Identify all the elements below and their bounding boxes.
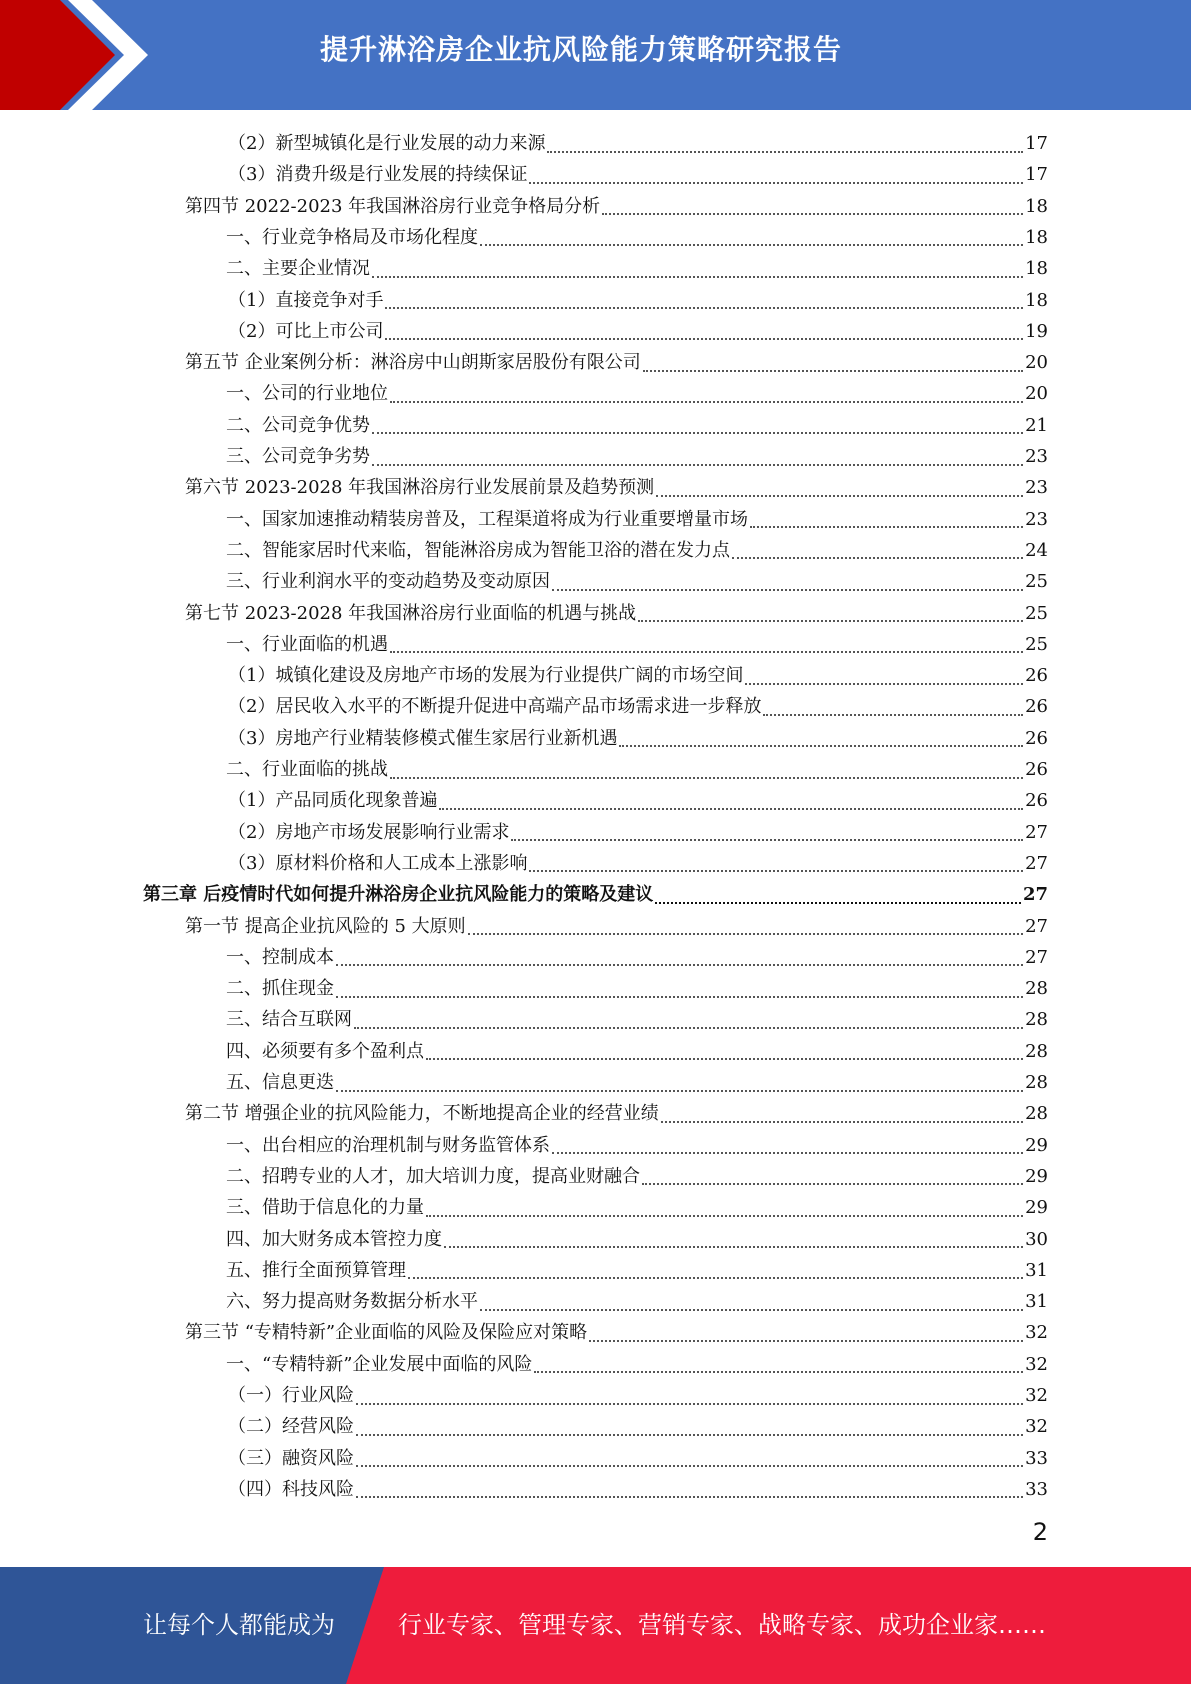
toc-entry-page: 23 (1025, 508, 1048, 530)
toc-entry-title: （1）产品同质化现象普遍 (228, 790, 438, 812)
toc-entry-page: 26 (1025, 759, 1048, 780)
toc-entry-title: 第四节 2022-2023 年我国淋浴房行业竞争格局分析 (185, 195, 601, 217)
toc-entry-title: 四、加大财务成本管控力度 (226, 1228, 442, 1250)
toc-dot-leader (356, 1403, 1023, 1405)
toc-entry[interactable] (185, 1098, 1048, 1129)
toc-entry-title: 三、行业利润水平的变动趋势及变动原因 (226, 571, 550, 593)
footer-slogan-right: 行业专家、管理专家、营销专家、战略专家、成功企业家…… (398, 1611, 1046, 1639)
toc-entry[interactable] (226, 1192, 1048, 1223)
toc-entry-title: 第三节 “专精特新”企业面临的风险及保险应对策略 (185, 1322, 588, 1344)
toc-entry-page: 27 (1025, 946, 1048, 968)
toc-dot-leader (372, 464, 1023, 466)
toc-entry[interactable] (226, 504, 1048, 535)
toc-dot-leader (602, 213, 1023, 215)
toc-entry[interactable] (185, 347, 1048, 378)
toc-entry-page: 23 (1025, 477, 1048, 499)
toc-entry-page: 27 (1025, 852, 1048, 874)
toc-dot-leader (656, 495, 1023, 497)
toc-entry[interactable] (226, 1130, 1048, 1161)
toc-entry-title: （2）居民收入水平的不断提升促进中高端产品市场需求进一步释放 (228, 696, 762, 718)
toc-dot-leader (638, 620, 1023, 622)
toc-dot-leader (529, 182, 1023, 184)
toc-dot-leader (390, 401, 1023, 403)
toc-dot-leader (468, 933, 1023, 935)
toc-chapter-entry[interactable] (143, 879, 1048, 910)
toc-entry-title: 第六节 2023-2028 年我国淋浴房行业发展前景及趋势预测 (185, 477, 655, 499)
toc-dot-leader (426, 1058, 1023, 1060)
toc-dot-leader (354, 1027, 1023, 1029)
toc-entry[interactable] (226, 378, 1048, 409)
toc-entry-page: 18 (1025, 226, 1048, 248)
toc-dot-leader (763, 714, 1023, 716)
toc-entry-page: 26 (1025, 696, 1048, 718)
toc-entry[interactable] (228, 817, 1048, 848)
toc-entry[interactable] (185, 598, 1048, 629)
toc-entry[interactable] (228, 159, 1048, 190)
toc-entry-title: 五、信息更迭 (226, 1072, 334, 1093)
toc-dot-leader (390, 651, 1023, 653)
toc-entry[interactable] (228, 785, 1048, 816)
toc-entry[interactable] (226, 1349, 1048, 1380)
toc-entry-title: （2）新型城镇化是行业发展的动力来源 (228, 133, 546, 154)
toc-entry-title: （四）科技风险 (228, 1478, 354, 1500)
toc-entry[interactable] (226, 1286, 1048, 1317)
toc-entry-page: 18 (1025, 258, 1048, 280)
toc-dot-leader (336, 964, 1023, 966)
toc-entry-title: 二、行业面临的挑战 (226, 759, 388, 780)
toc-entry[interactable] (226, 973, 1048, 1004)
toc-entry-page: 32 (1025, 1416, 1048, 1438)
toc-entry[interactable] (226, 535, 1048, 566)
toc-entry[interactable] (226, 566, 1048, 597)
toc-entry-title: 二、主要企业情况 (226, 258, 370, 280)
toc-entry-title: 六、努力提高财务数据分析水平 (226, 1291, 478, 1313)
toc-entry[interactable] (226, 1004, 1048, 1035)
toc-entry-title: 一、行业竞争格局及市场化程度 (226, 226, 478, 248)
toc-entry-page: 27 (1025, 821, 1048, 843)
toc-entry-title: 第三章 后疫情时代如何提升淋浴房企业抗风险能力的策略及建议 (143, 884, 654, 906)
toc-dot-leader (511, 839, 1023, 841)
toc-entry-page: 18 (1025, 195, 1048, 217)
toc-entry-page: 29 (1025, 1134, 1048, 1156)
toc-entry-title: 第一节 提高企业抗风险的 5 大原则 (185, 915, 466, 937)
toc-entry-title: 二、抓住现金 (226, 978, 334, 1000)
footer-slogan-left: 让每个人都能成为 (143, 1611, 335, 1639)
toc-dot-leader (750, 526, 1023, 528)
toc-entry[interactable] (226, 629, 1048, 660)
toc-entry-page: 28 (1025, 1103, 1048, 1125)
toc-entry-title: 二、公司竞争优势 (226, 414, 370, 436)
toc-dot-leader (589, 1340, 1023, 1342)
toc-entry-page: 26 (1025, 727, 1048, 749)
toc-dot-leader (439, 808, 1023, 810)
toc-entry-page: 26 (1025, 790, 1048, 812)
toc-dot-leader (336, 1090, 1023, 1092)
toc-dot-leader (547, 151, 1023, 153)
toc-entry-title: （3）原材料价格和人工成本上涨影响 (228, 852, 528, 874)
toc-entry-title: 一、控制成本 (226, 946, 334, 968)
toc-entry-page: 23 (1025, 446, 1048, 467)
toc-entry[interactable] (226, 222, 1048, 253)
page-number: 2 (1032, 1518, 1048, 1546)
toc-entry-page: 19 (1025, 320, 1048, 342)
page-footer (0, 1567, 1191, 1684)
toc-entry[interactable] (226, 1161, 1048, 1192)
toc-entry-page: 28 (1025, 1040, 1048, 1062)
toc-entry-title: 三、结合互联网 (226, 1009, 352, 1031)
toc-dot-leader (444, 1246, 1023, 1248)
toc-dot-leader (426, 1215, 1023, 1217)
toc-dot-leader (408, 1277, 1023, 1279)
toc-dot-leader (480, 244, 1023, 246)
toc-dot-leader (661, 1121, 1023, 1123)
toc-entry-page: 20 (1025, 383, 1048, 405)
toc-entry[interactable] (228, 316, 1048, 347)
toc-entry[interactable] (226, 253, 1048, 284)
toc-entry-page: 30 (1025, 1228, 1048, 1250)
toc-entry-title: （一）行业风险 (228, 1385, 354, 1406)
toc-entry-page: 31 (1025, 1259, 1048, 1281)
toc-entry-title: 一、行业面临的机遇 (226, 633, 388, 655)
toc-entry-title: 第二节 增强企业的抗风险能力，不断地提高企业的经营业绩 (185, 1103, 659, 1125)
toc-dot-leader (356, 1434, 1023, 1436)
toc-entry-page: 29 (1025, 1197, 1048, 1219)
toc-entry[interactable] (228, 1411, 1048, 1442)
toc-entry-title: 二、招聘专业的人才，加大培训力度，提高业财融合 (226, 1165, 640, 1187)
toc-entry[interactable] (228, 1474, 1048, 1505)
toc-dot-leader (356, 1496, 1023, 1498)
toc-entry[interactable] (228, 128, 1048, 159)
toc-dot-leader (385, 307, 1023, 309)
toc-entry-page: 20 (1025, 352, 1048, 374)
toc-entry[interactable] (228, 285, 1048, 316)
toc-dot-leader (655, 902, 1021, 904)
toc-entry-title: 一、“专精特新”企业发展中面临的风险 (226, 1353, 533, 1375)
toc-entry[interactable] (228, 848, 1048, 879)
toc-entry[interactable] (228, 691, 1048, 722)
toc-entry-title: （3）房地产行业精装修模式催生家居行业新机遇 (228, 727, 618, 749)
chevron-logo-icon (0, 0, 160, 110)
toc-entry[interactable] (228, 1380, 1048, 1411)
toc-entry-title: 第七节 2023-2028 年我国淋浴房行业面临的机遇与挑战 (185, 602, 637, 624)
toc-entry-page: 33 (1025, 1447, 1048, 1469)
toc-entry-page: 18 (1025, 289, 1048, 311)
toc-dot-leader (732, 557, 1023, 559)
toc-entry-title: （3）消费升级是行业发展的持续保证 (228, 164, 528, 186)
toc-entry-page: 25 (1025, 571, 1048, 593)
toc-entry-page: 28 (1025, 978, 1048, 1000)
toc-entry-page: 28 (1025, 1072, 1048, 1093)
toc-dot-leader (643, 370, 1023, 372)
toc-entry[interactable] (226, 441, 1048, 472)
page-header (0, 0, 1191, 110)
toc-entry[interactable] (226, 942, 1048, 973)
toc-entry[interactable] (228, 723, 1048, 754)
toc-entry[interactable] (228, 660, 1048, 691)
toc-entry-page: 31 (1025, 1291, 1048, 1313)
toc-entry-title: 三、公司竞争劣势 (226, 446, 370, 467)
toc-entry[interactable] (228, 1443, 1048, 1474)
toc-entry-page: 25 (1025, 602, 1048, 624)
toc-entry-page: 32 (1025, 1385, 1048, 1406)
toc-entry-page: 24 (1025, 539, 1048, 561)
report-title: 提升淋浴房企业抗风险能力策略研究报告 (320, 33, 843, 66)
toc-dot-leader (372, 432, 1023, 434)
toc-entry-title: （三）融资风险 (228, 1447, 354, 1469)
toc-entry-page: 33 (1025, 1478, 1048, 1500)
toc-dot-leader (552, 589, 1023, 591)
toc-entry-page: 21 (1025, 414, 1048, 436)
toc-entry-page: 32 (1025, 1353, 1048, 1375)
toc-entry-page: 17 (1025, 133, 1048, 154)
toc-entry-title: （二）经营风险 (228, 1416, 354, 1438)
toc-entry-page: 27 (1025, 915, 1048, 937)
toc-entry[interactable] (226, 1036, 1048, 1067)
toc-entry-title: （2）可比上市公司 (228, 320, 384, 342)
toc-entry-title: 五、推行全面预算管理 (226, 1259, 406, 1281)
toc-entry[interactable] (185, 1317, 1048, 1348)
toc-entry-title: 四、必须要有多个盈利点 (226, 1040, 424, 1062)
toc-entry-title: （1）城镇化建设及房地产市场的发展为行业提供广阔的市场空间 (228, 665, 744, 687)
toc-entry-page: 27 (1022, 884, 1048, 906)
toc-dot-leader (619, 745, 1023, 747)
toc-entry-title: 一、国家加速推动精装房普及，工程渠道将成为行业重要增量市场 (226, 508, 748, 530)
toc-entry[interactable] (226, 754, 1048, 785)
toc-entry-title: 第五节 企业案例分析：淋浴房中山朗斯家居股份有限公司 (185, 352, 641, 374)
toc-entry[interactable] (226, 1224, 1048, 1255)
toc-entry-title: （1）直接竞争对手 (228, 289, 384, 311)
toc-entry-title: 三、借助于信息化的力量 (226, 1197, 424, 1219)
toc-entry[interactable] (185, 472, 1048, 503)
toc-entry-title: 一、公司的行业地位 (226, 383, 388, 405)
toc-entry[interactable] (185, 191, 1048, 222)
toc-entry[interactable] (226, 1067, 1048, 1098)
toc-entry-page: 28 (1025, 1009, 1048, 1031)
toc-dot-leader (356, 1465, 1023, 1467)
toc-entry-page: 17 (1025, 164, 1048, 186)
toc-entry-page: 29 (1025, 1165, 1048, 1187)
toc-dot-leader (552, 1152, 1023, 1154)
toc-entry-title: （2）房地产市场发展影响行业需求 (228, 821, 510, 843)
toc-dot-leader (336, 996, 1023, 998)
toc-entry-title: 一、出台相应的治理机制与财务监管体系 (226, 1134, 550, 1156)
toc-dot-leader (529, 870, 1023, 872)
toc-entry-title: 二、智能家居时代来临，智能淋浴房成为智能卫浴的潜在发力点 (226, 539, 730, 561)
toc-dot-leader (385, 338, 1023, 340)
toc-entry-page: 26 (1025, 665, 1048, 687)
toc-dot-leader (642, 1183, 1023, 1185)
toc-entry[interactable] (226, 410, 1048, 441)
toc-dot-leader (480, 1309, 1023, 1311)
toc-dot-leader (534, 1371, 1023, 1373)
toc-entry[interactable] (185, 911, 1048, 942)
toc-dot-leader (390, 777, 1023, 779)
toc-entry[interactable] (226, 1255, 1048, 1286)
toc-dot-leader (372, 276, 1023, 278)
toc-entry-page: 32 (1025, 1322, 1048, 1344)
toc-dot-leader (745, 683, 1023, 685)
toc-entry-page: 25 (1025, 633, 1048, 655)
